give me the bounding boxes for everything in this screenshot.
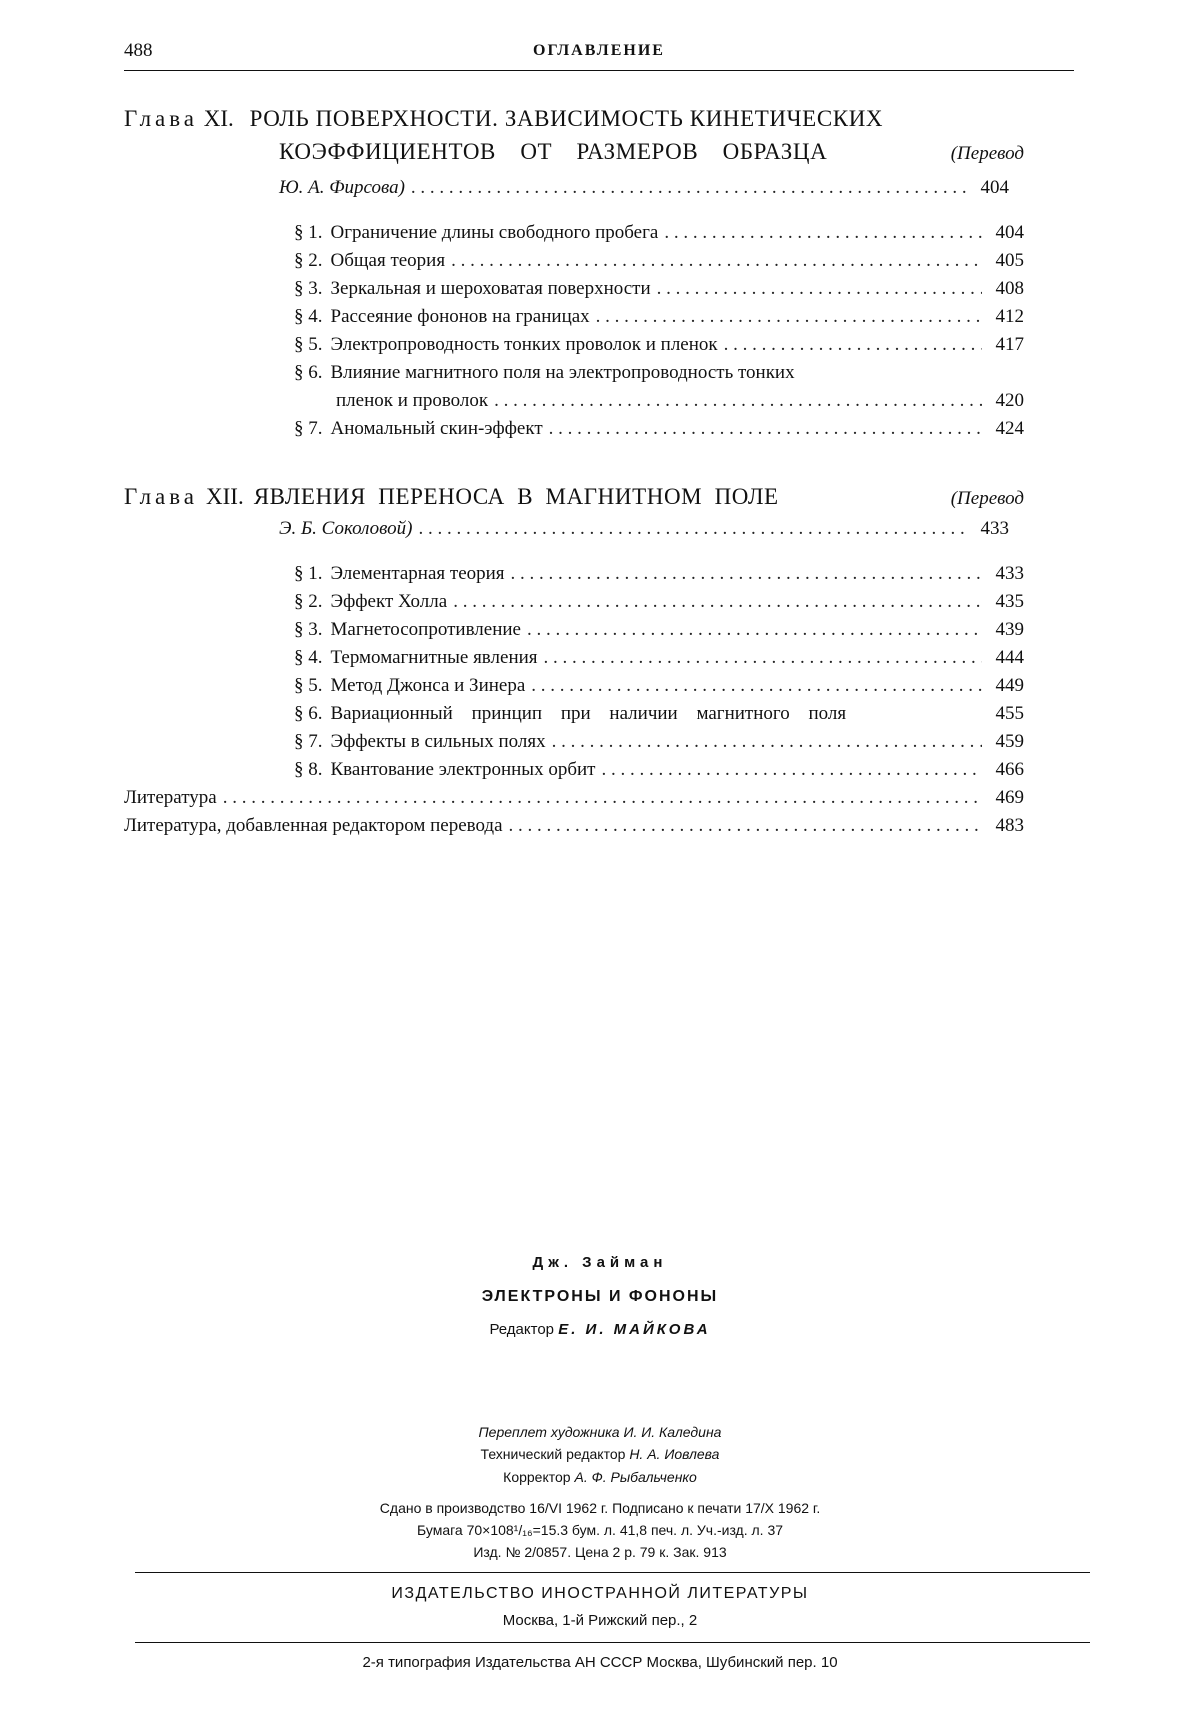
page-ref: 404	[980, 177, 1009, 198]
toc-entry	[294, 278, 1024, 306]
section-title: Ограничение длины свободного пробега	[330, 222, 659, 243]
toc-entry	[294, 418, 1024, 446]
running-header	[124, 40, 1074, 70]
tech-editor-name: Н. А. Иовлева	[629, 1446, 720, 1462]
section-number: § 3.	[294, 619, 323, 640]
literature-title: Литература, добавленная редактором перевода	[124, 815, 503, 836]
corrector-label: Корректор	[503, 1469, 571, 1485]
chapter-title-cont: КОЭФФИЦИЕНТОВ ОТ РАЗМЕРОВ ОБРАЗЦА	[279, 139, 828, 164]
chapter-number: XII.	[206, 484, 244, 509]
chapter-heading	[124, 480, 1024, 515]
colophon-paper: Бумага 70×108¹/₁₆=15.3 бум. л. 41,8 печ. л. Уч.-изд. л. 37	[416, 1522, 784, 1538]
leader-dots	[531, 675, 982, 697]
leader-dots	[494, 390, 982, 412]
translator-name: Э. Б. Соколовой)	[279, 518, 413, 539]
colophon-rule-bottom	[135, 1642, 1090, 1643]
toc-entry	[294, 362, 1024, 390]
page-ref: 459	[995, 731, 1024, 752]
section-title: Влияние магнитного поля на электропроводность тонких	[330, 362, 795, 383]
page-ref: 444	[995, 647, 1024, 668]
leader-dots	[223, 787, 982, 809]
section-number: § 7.	[294, 418, 323, 439]
leader-dots	[596, 306, 982, 328]
leader-dots	[544, 647, 982, 669]
literature-title: Литература	[124, 787, 217, 808]
page-ref: 469	[995, 787, 1024, 808]
colophon-rule-top	[135, 1572, 1090, 1573]
section-number: § 7.	[294, 731, 323, 752]
toc-entry	[294, 563, 1024, 591]
page-ref: 483	[995, 815, 1024, 836]
colophon-production: Сдано в производство 16/VI 1962 г. Подписано к печати 17/X 1962 г.	[379, 1500, 821, 1516]
chapter-heading	[124, 102, 1024, 170]
section-title-cont: пленок и проволок	[336, 390, 489, 411]
page-ref: 417	[995, 334, 1024, 355]
section-number: § 1.	[294, 222, 323, 243]
section-number: § 6.	[294, 703, 323, 724]
leader-dots	[601, 759, 982, 781]
chapter-number: XI.	[203, 106, 234, 131]
leader-dots	[724, 334, 982, 356]
page-ref: 424	[995, 418, 1024, 439]
section-title: Вариационный принцип при наличии магнитного поля	[330, 703, 847, 724]
toc-entry	[294, 703, 1024, 731]
section-title: Общая теория	[330, 250, 446, 271]
toc-entry	[294, 591, 1024, 619]
colophon-author: Дж. Займан	[532, 1254, 668, 1271]
section-number: § 4.	[294, 306, 323, 327]
running-title: ОГЛАВЛЕНИЕ	[533, 42, 665, 59]
section-number: § 6.	[294, 362, 323, 383]
translator-note: (Перевод	[950, 143, 1024, 164]
page-ref: 433	[995, 563, 1024, 584]
colophon-order: Изд. № 2/0857. Цена 2 р. 79 к. Зак. 913	[473, 1544, 727, 1560]
section-title: Термомагнитные явления	[330, 647, 538, 668]
section-number: § 1.	[294, 563, 323, 584]
toc-entry	[294, 759, 1024, 787]
colophon-address: Москва, 1-й Рижский пер., 2	[502, 1612, 698, 1629]
page-ref: 439	[995, 619, 1024, 640]
chapter-title: РОЛЬ ПОВЕРХНОСТИ. ЗАВИСИМОСТЬ КИНЕТИЧЕСКИХ	[249, 106, 884, 131]
page-ref: 435	[995, 591, 1024, 612]
leader-dots	[451, 250, 982, 272]
leader-dots	[657, 278, 982, 300]
leader-dots	[411, 177, 967, 199]
page-ref: 405	[995, 250, 1024, 271]
leader-dots	[509, 815, 982, 837]
section-number: § 2.	[294, 591, 323, 612]
leader-dots	[664, 222, 982, 244]
page-ref: 412	[995, 306, 1024, 327]
page-ref: 420	[995, 390, 1024, 411]
chapter-label: Глава	[124, 484, 199, 509]
chapter-title: ЯВЛЕНИЯ ПЕРЕНОСА В МАГНИТНОМ ПОЛЕ	[253, 484, 779, 509]
section-number: § 2.	[294, 250, 323, 271]
toc-entry	[294, 250, 1024, 278]
corrector-name: А. Ф. Рыбальченко	[574, 1469, 697, 1485]
section-title: Эффект Холла	[330, 591, 448, 612]
editor-label: Редактор	[489, 1321, 555, 1338]
toc-entry	[294, 306, 1024, 334]
section-title: Эффекты в сильных полях	[330, 731, 546, 752]
leader-dots	[549, 418, 982, 440]
colophon-binding: Переплет художника И. И. Каледина	[478, 1424, 722, 1440]
page-ref: 449	[995, 675, 1024, 696]
page-ref: 408	[995, 278, 1024, 299]
section-number: § 4.	[294, 647, 323, 668]
section-title: Метод Джонса и Зинера	[330, 675, 526, 696]
toc-entry	[294, 647, 1024, 675]
page-number: 488	[124, 40, 153, 61]
leader-dots	[453, 591, 982, 613]
page-ref: 433	[980, 518, 1009, 539]
section-title: Квантование электронных орбит	[330, 759, 596, 780]
colophon-editor	[0, 1321, 1200, 1338]
colophon-book-title: ЭЛЕКТРОНЫ И ФОНОНЫ	[481, 1288, 719, 1305]
toc-entry	[294, 222, 1024, 250]
translator-name: Ю. А. Фирсова)	[279, 177, 405, 198]
chapter-label: Глава	[124, 106, 199, 131]
section-number: § 8.	[294, 759, 323, 780]
leader-dots	[527, 619, 982, 641]
tech-editor-label: Технический редактор	[480, 1446, 626, 1462]
toc-entry-literature	[124, 815, 1024, 843]
section-title: Электропроводность тонких проволок и пленок	[330, 334, 718, 355]
section-number: § 3.	[294, 278, 323, 299]
leader-dots	[418, 518, 967, 540]
section-title: Рассеяние фононов на границах	[330, 306, 590, 327]
toc-entry	[294, 675, 1024, 703]
toc-entry-cont	[336, 390, 1024, 418]
page-ref: 466	[995, 759, 1024, 780]
toc-entry-literature	[124, 787, 1024, 815]
chapter-translator-row	[279, 518, 1009, 546]
section-number: § 5.	[294, 675, 323, 696]
colophon-corrector	[0, 1469, 1200, 1485]
toc-entry	[294, 731, 1024, 759]
section-title: Зеркальная и шероховатая поверхности	[330, 278, 651, 299]
translator-note: (Перевод	[950, 488, 1024, 509]
section-title: Элементарная теория	[330, 563, 505, 584]
header-rule	[124, 70, 1074, 71]
leader-dots	[552, 731, 982, 753]
colophon-tech-editor	[0, 1446, 1200, 1462]
leader-dots	[511, 563, 982, 585]
section-number: § 5.	[294, 334, 323, 355]
colophon-publisher: ИЗДАТЕЛЬСТВО ИНОСТРАННОЙ ЛИТЕРАТУРЫ	[391, 1585, 809, 1602]
section-title: Магнетосопротивление	[330, 619, 521, 640]
page-ref: 404	[995, 222, 1024, 243]
chapter-translator-row	[279, 177, 1009, 205]
section-title: Аномальный скин-эффект	[330, 418, 543, 439]
colophon-printer: 2-я типография Издательства АН СССР Москва, Шубинский пер. 10	[362, 1654, 838, 1671]
toc-entry	[294, 619, 1024, 647]
toc-entry	[294, 334, 1024, 362]
editor-name: Е. И. МАЙКОВА	[558, 1321, 711, 1338]
page-ref: 455	[995, 703, 1024, 724]
